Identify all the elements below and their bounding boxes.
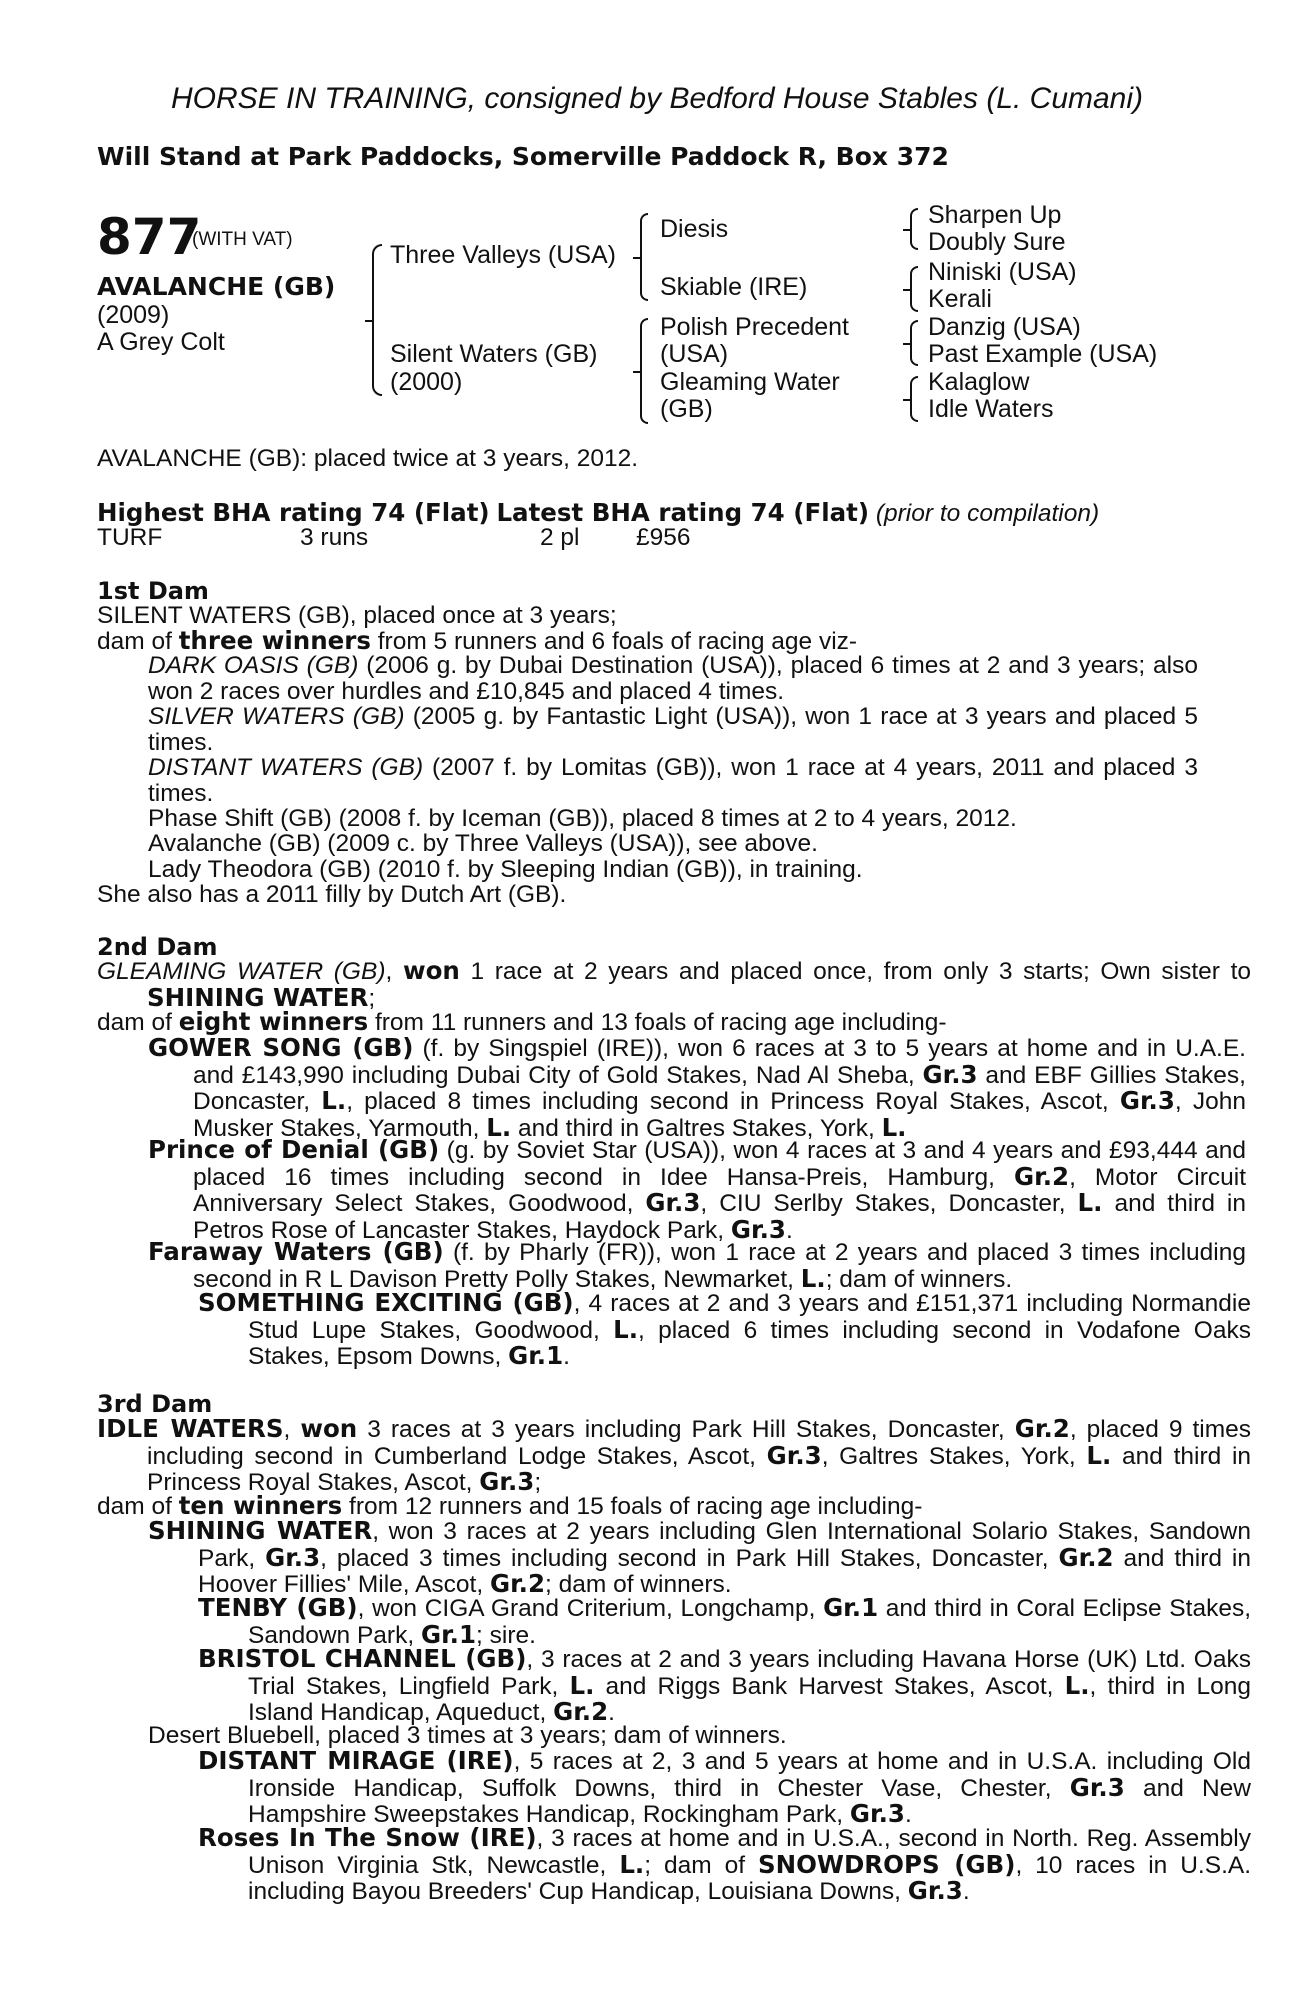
text-run: , placed 3 times including second in Park Hill Stakes, Doncaster, (320, 1544, 1059, 1572)
horse-description: A Grey Colt (97, 328, 225, 356)
bha-highest: Highest BHA rating 74 (Flat) (97, 498, 490, 527)
turf-earnings: £956 (636, 524, 691, 551)
consignor-title: HORSE IN TRAINING, consigned by Bedford House Stables (L. Cumani) (170, 82, 1144, 115)
text-run: 1 race at 2 years and placed once, from only 3 starts; Own sister to (459, 958, 1252, 985)
pedigree-dam-sire-line2: (USA) (660, 340, 729, 368)
stand-location: Will Stand at Park Paddocks, Somerville Paddock R, Box 372 (97, 142, 949, 171)
lot-number: 877 (97, 208, 202, 266)
horse-name: Prince of Denial (GB) (148, 1135, 440, 1164)
produce-phase-shift: Phase Shift (GB) (2008 f. by Iceman (GB)), placed 8 times at 2 to 4 years, 2012. (148, 805, 1017, 832)
text-run: ; dam of (644, 1851, 758, 1879)
grade: Gr.3 (1119, 1086, 1175, 1116)
text-run: , 10 races in U.S.A. including Bayou Breeders' Cup Handicap, Louisiana Downs, (248, 1851, 1252, 1906)
grade: L. (800, 1263, 826, 1293)
third-dam-heading: 3rd Dam (97, 1390, 213, 1418)
horse-name: SNOWDROPS (GB) (757, 1849, 1016, 1879)
grade: Gr.3 (766, 1440, 822, 1470)
horse-name: Roses In The Snow (IRE) (198, 1823, 537, 1852)
grade: Gr.2 (1014, 1414, 1070, 1443)
pedigree-g7: Kalaglow (928, 368, 1030, 396)
text-run: from 11 runners and 13 foals of racing age including- (368, 1009, 947, 1036)
grade: Gr.3 (1069, 1772, 1125, 1802)
text-run: , 3 races at home and in U.S.A., second in North. Reg. Assembly Unison Virginia Stk, Newcastle, (248, 1825, 1251, 1879)
second-dam-heading: 2nd Dam (97, 933, 218, 961)
text-run: , third in Long Island Handicap, Aqueduct, (248, 1672, 1252, 1727)
text-run: , won 3 races at 2 years including Glen International Solario Stakes, Sandown Park, (198, 1518, 1251, 1572)
horse-name: IDLE WATERS (97, 1414, 284, 1443)
grade: Gr.3 (730, 1214, 786, 1244)
grade: Gr.3 (479, 1467, 535, 1497)
horse-name: DISTANT WATERS (GB) (148, 754, 424, 781)
produce-something-exciting: SOMETHING EXCITING (GB), 4 races at 2 and 3 years and £151,371 including Normandie Stud Lupe Stakes, Goodwood, L., placed 6 times including second in Vodafone Oaks Stakes, Epsom Downs, Gr.1. (198, 1288, 1251, 1371)
pedigree-g8: Idle Waters (928, 395, 1054, 423)
horse-name: SHINING WATER (147, 982, 369, 1012)
horse-name: TENBY (GB) (198, 1593, 358, 1622)
first-dam-produce-summary (97, 628, 857, 655)
grade: Gr.2 (1058, 1542, 1114, 1572)
grade: L. (569, 1670, 595, 1700)
text-run: and third in Petros Rose of Lancaster Stakes, Haydock Park, (193, 1190, 1246, 1244)
horse-name: SILVER WATERS (GB) (148, 703, 405, 730)
text-run: , won CIGA Grand Criterium, Longchamp, (357, 1595, 824, 1622)
pedigree-g4: Kerali (928, 285, 992, 313)
text-run: (2005 g. by Fantastic Light (USA)), won 1 race at 3 years and placed 5 times. (148, 703, 1198, 756)
text-run: 3 races at 3 years including Park Hill Stakes, Doncaster, (357, 1416, 1015, 1443)
turf-surface: TURF (97, 524, 163, 551)
produce-prince-of-denial: Prince of Denial (GB) (g. by Soviet Star (USA)), won 4 races at 3 and 4 years and £93,444 and placed 16 times including second in Idee Hansa-Preis, Hamburg, Gr.2, Motor Circuit Anniversary Select Stakes, Goodwood, Gr.3, CIU Serlby Stakes, Doncaster, L. and third in Petros Rose of Lancaster Stakes, Haydock Park, Gr.3. (148, 1135, 1246, 1244)
grade: L. (881, 1112, 907, 1142)
text-run: , 5 races at 2, 3 and 5 years at home and in U.S.A. including Old Ironside Handicap, Suffolk Downs, third in Chester Vase, Chester, (248, 1748, 1251, 1802)
horse-name: DARK OASIS (GB) (148, 652, 359, 679)
won-label: won (402, 956, 460, 985)
grade: Gr.3 (265, 1542, 321, 1572)
pedigree-brace-g1 (910, 208, 918, 250)
produce-avalanche: Avalanche (GB) (2009 c. by Three Valleys (USA)), see above. (148, 830, 818, 857)
text-run: and EBF Gillies Stakes, Doncaster, (193, 1061, 1246, 1116)
produce-lady-theodora: Lady Theodora (GB) (2010 f. by Sleeping Indian (GB)), in training. (148, 856, 863, 883)
horse-year: (2009) (97, 301, 170, 329)
race-summary: AVALANCHE (GB): placed twice at 3 years, 2012. (97, 445, 639, 472)
text-run: (2006 g. by Dubai Destination (USA)), placed 6 times at 2 and 3 years; also won 2 races over hurdles and £10,845 and placed 4 times. (148, 652, 1198, 705)
pedigree-g3: Niniski (USA) (928, 258, 1077, 286)
text-run: , placed 9 times including second in Cumberland Lodge Stakes, Ascot, (147, 1416, 1251, 1470)
pedigree-brace-sire (640, 213, 648, 301)
text-run: and New Hampshire Sweepstakes Handicap, Rockingham Park, (248, 1774, 1252, 1829)
grade: Gr.1 (508, 1341, 564, 1371)
text-run: dam of (97, 628, 179, 655)
grade: Gr.2 (1014, 1161, 1070, 1191)
text-run: , 4 races at 2 and 3 years and £151,371 including Normandie Stud Lupe Stakes, Goodwood, (248, 1290, 1251, 1344)
horse-name: SHINING WATER (148, 1516, 373, 1545)
produce-desert-bluebell: Desert Bluebell, placed 3 times at 3 years; dam of winners. (148, 1722, 787, 1749)
text-run: , 3 races at 2 and 3 years including Havana Horse (UK) Ltd. Oaks Trial Stakes, Lingfield Park, (248, 1646, 1251, 1700)
bha-note: (prior to compilation) (875, 500, 1100, 527)
pedigree-brace-dam (640, 318, 648, 424)
produce-gower-song (148, 1035, 1246, 1141)
pedigree-brace-g3 (910, 320, 918, 366)
grade: Gr.1 (823, 1593, 879, 1622)
pedigree-dam-name: Silent Waters (GB) (390, 340, 598, 368)
horse-name: Faraway Waters (GB) (148, 1237, 444, 1266)
text-run: from 5 runners and 6 foals of racing age viz- (370, 628, 858, 655)
produce-filly-2011: She also has a 2011 filly by Dutch Art (GB). (97, 881, 567, 908)
vat-note: (WITH VAT) (192, 229, 293, 250)
text-run: (2007 f. by Lomitas (GB)), won 1 race at 4 years, 2011 and placed 3 times. (148, 754, 1198, 807)
produce-distant-waters (148, 755, 1198, 806)
text-run: dam of (97, 1009, 179, 1036)
grade: L. (1064, 1670, 1090, 1700)
text-run: , Motor Circuit Anniversary Select Stakes, Goodwood, (193, 1163, 1246, 1218)
won-label: won (300, 1414, 358, 1443)
winners-count: three winners (178, 626, 371, 655)
pedigree-sire: Three Valleys (USA) (390, 241, 616, 269)
horse-name: GOWER SONG (GB) (148, 1033, 414, 1062)
pedigree-g6: Past Example (USA) (928, 340, 1158, 368)
text-run: , placed 6 times including second in Vodafone Oaks Stakes, Epsom Downs, (248, 1316, 1251, 1371)
pedigree-dam-year: (2000) (390, 368, 463, 396)
pedigree-brace-main (372, 244, 382, 396)
pedigree-g1: Sharpen Up (928, 201, 1062, 229)
text-run: and third in Galtres Stakes, York, (511, 1114, 882, 1142)
text-run: and Riggs Bank Harvest Stakes, Ascot, (594, 1672, 1065, 1700)
grade: Gr.3 (849, 1799, 905, 1829)
grade: Gr.3 (907, 1876, 963, 1906)
grade: Gr.2 (489, 1569, 546, 1599)
grade: Gr.3 (645, 1188, 701, 1218)
text-run: , placed 8 times including second in Princess Royal Stakes, Ascot, (346, 1088, 1120, 1116)
text-run: (f. by Singspiel (IRE)), won 6 races at 3 to 5 years at home and in U.A.E. and £143,990 including Dubai City of Gold Stakes, Nad Al Sheba, (193, 1035, 1246, 1089)
pedigree-sire-dam: Skiable (IRE) (660, 273, 808, 301)
first-dam-intro: SILENT WATERS (GB), placed once at 3 years; (97, 602, 617, 629)
pedigree-g5: Danzig (USA) (928, 313, 1081, 341)
produce-distant-mirage: DISTANT MIRAGE (IRE), 5 races at 2, 3 and 5 years at home and in U.S.A. including Old Ironside Handicap, Suffolk Downs, third in Chester Vase, Chester, Gr.3 and New Hampshire Sweepstakes Handicap, Rockingham Park, Gr.3. (198, 1746, 1252, 1829)
grade: L. (613, 1314, 638, 1344)
text-run: and third in Hoover Fillies' Mile, Ascot, (198, 1544, 1251, 1599)
produce-roses-in-the-snow: Roses In The Snow (IRE), 3 races at home and in U.S.A., second in North. Reg. Assembly Unison Virginia Stk, Newcastle, L.; dam of SNOWDROPS (GB), 10 races in U.S.A. including Bayou Breeders' Cup Handicap, Louisiana Downs, Gr.3. (198, 1823, 1252, 1906)
bha-latest: Latest BHA rating 74 (Flat) (496, 498, 870, 527)
text-run: ; dam of winners. (545, 1571, 732, 1599)
first-dam-heading: 1st Dam (97, 577, 209, 605)
winners-count: ten winners (178, 1491, 343, 1520)
pedigree-dam-sire-line1: Polish Precedent (660, 313, 850, 341)
text-run: dam of (97, 1493, 179, 1520)
grade: L. (619, 1849, 645, 1879)
text-run: ; sire. (476, 1621, 536, 1649)
pedigree-brace-g4 (910, 376, 918, 422)
grade: Gr.3 (922, 1059, 978, 1089)
produce-silver-waters (148, 704, 1198, 755)
horse-name: BRISTOL CHANNEL (GB) (198, 1644, 527, 1673)
text-run: (f. by Pharly (FR)), won 1 race at 2 years and placed 3 times including second in R L Davison Pretty Polly Stakes, Newmarket, (193, 1239, 1246, 1293)
grade: L. (321, 1086, 347, 1116)
second-dam-intro: GLEAMING WATER (GB), won 1 race at 2 years and placed once, from only 3 starts; Own sister to SHINING WATER; (97, 956, 1252, 1012)
pedigree-dam-dam-line1: Gleaming Water (660, 368, 840, 396)
text-run: and third in Coral Eclipse Stakes, Sandown Park, (248, 1595, 1251, 1649)
horse-name: SOMETHING EXCITING (GB) (198, 1288, 574, 1317)
horse-name: GLEAMING WATER (GB) (97, 958, 386, 985)
horse-name: AVALANCHE (GB) (97, 272, 336, 301)
grade: L. (486, 1112, 512, 1142)
produce-shining-water (148, 1518, 1251, 1598)
grade: L. (1077, 1188, 1103, 1218)
pedigree-brace-g2 (910, 266, 918, 312)
turf-placed: 2 pl (540, 524, 580, 551)
grade: Gr.1 (420, 1619, 477, 1649)
pedigree-dam-dam-line2: (GB) (660, 395, 713, 423)
text-run: and third in Princess Royal Stakes, Ascot, (147, 1442, 1252, 1497)
produce-faraway-waters (148, 1239, 1246, 1292)
text-run: ; dam of winners. (825, 1265, 1013, 1293)
horse-name: DISTANT MIRAGE (IRE) (198, 1746, 514, 1775)
text-run: (g. by Soviet Star (USA)), won 4 races at 3 and 4 years and £93,444 and placed 16 times including second in Idee Hansa-Preis, Hamburg, (193, 1137, 1246, 1191)
winners-count: eight winners (178, 1007, 369, 1036)
text-run: , Galtres Stakes, York, (821, 1442, 1087, 1470)
grade: L. (1086, 1440, 1112, 1470)
text-run: , CIU Serlby Stakes, Doncaster, (700, 1190, 1078, 1218)
second-dam-produce-summary (97, 1009, 947, 1036)
pedigree-sire-sire: Diesis (660, 215, 729, 243)
produce-bristol-channel: BRISTOL CHANNEL (GB), 3 races at 2 and 3 years including Havana Horse (UK) Ltd. Oaks Trial Stakes, Lingfield Park, L. and Riggs Bank Harvest Stakes, Ascot, L., third in Long Island Handicap, Aqueduct, Gr.2. (198, 1644, 1252, 1727)
text-run: , John Musker Stakes, Yarmouth, (193, 1088, 1246, 1142)
pedigree-g2: Doubly Sure (928, 228, 1066, 256)
bha-rating (97, 500, 1099, 527)
produce-dark-oasis (127, 653, 1198, 704)
turf-runs: 3 runs (300, 524, 369, 551)
third-dam-intro: IDLE WATERS, won 3 races at 3 years including Park Hill Stakes, Doncaster, Gr.2, placed 9 times including second in Cumberland Lodge Stakes, Ascot, Gr.3, Galtres Stakes, York, L. and third in Princess Royal Stakes, Ascot, Gr.3; (97, 1414, 1252, 1497)
text-run: from 12 runners and 15 foals of racing age including- (342, 1493, 923, 1520)
grade: Gr.2 (553, 1697, 609, 1727)
produce-tenby (198, 1595, 1251, 1648)
